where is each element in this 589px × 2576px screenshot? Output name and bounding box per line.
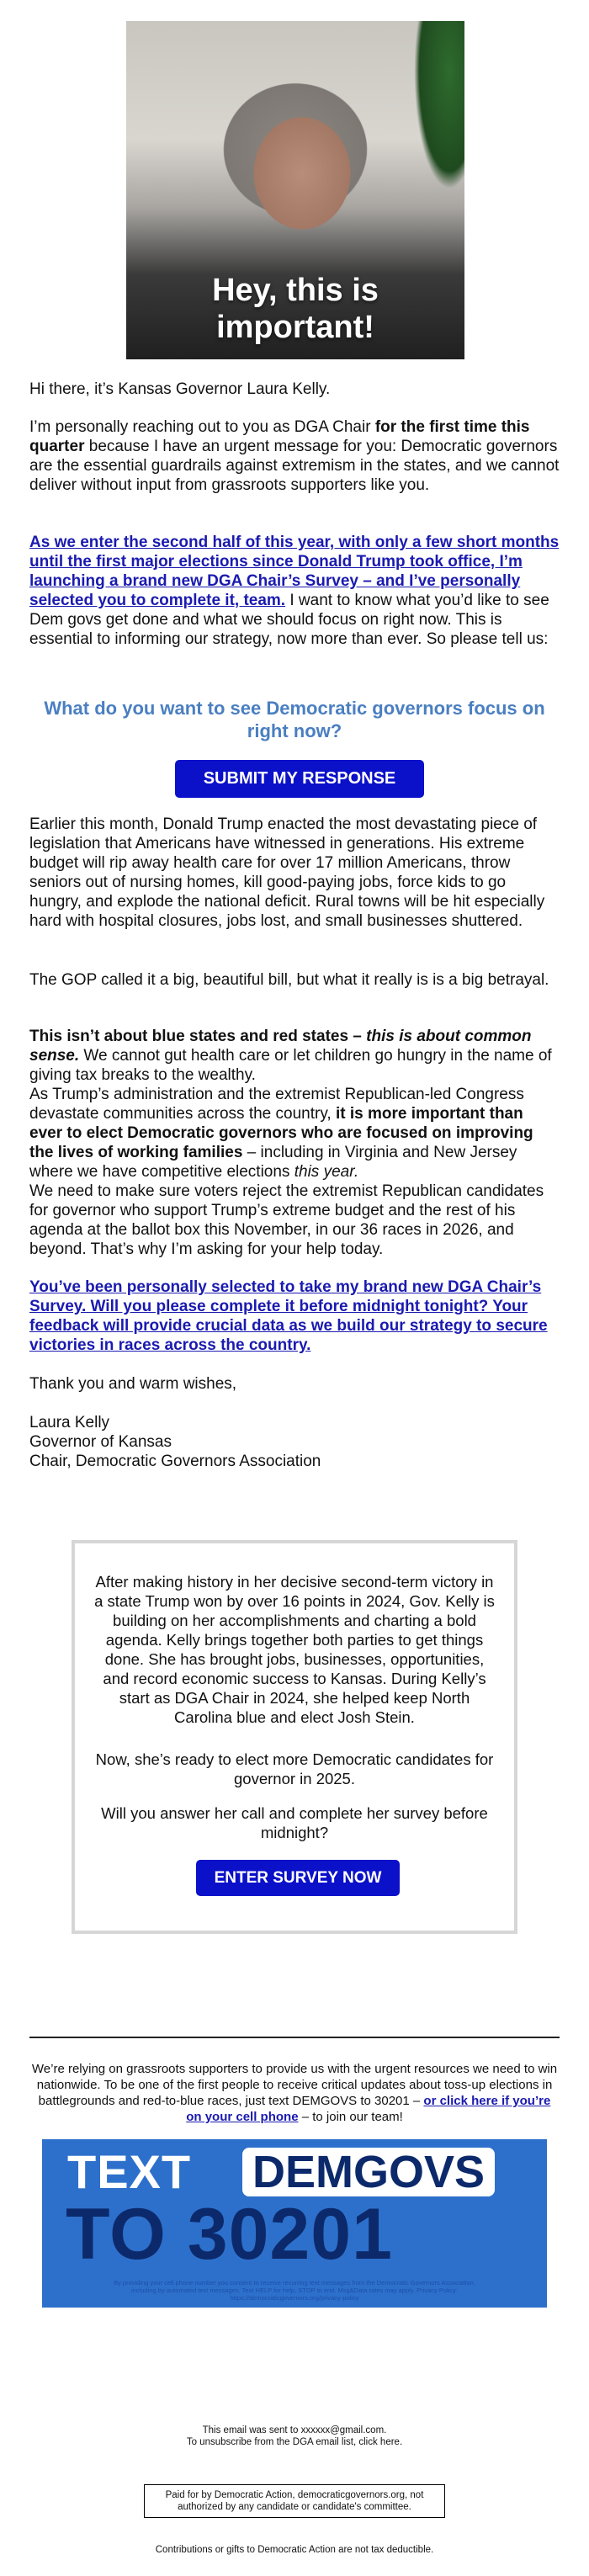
intro-bold: for the first time this quarter [29,418,530,455]
paid-for-text: Paid for by Democratic Action, democraticgovernors.org, not authorized by any candidate or candidate's committee. [165,2490,424,2512]
survey-announcement [29,533,560,649]
sent-to-notice: This email was sent to xxxxxx@gmail.com. [202,2425,387,2435]
submit-response-button[interactable]: SUBMIT MY RESPONSE [175,760,424,798]
signoff: Thank you and warm wishes, [29,1375,237,1393]
hero-caption-line1: Hey, this is [212,273,379,308]
intro-text-a: I’m personally reaching out to you as DGA Chair [29,418,375,436]
banner-text-word: TEXT [67,2145,192,2198]
hero-caption-line2: important! [216,310,374,345]
survey-question: What do you want to see Democratic governors focus on right now? [44,698,545,741]
footer-intro-end: – to join our team! [298,2110,403,2124]
bio-paragraph: After making history in her decisive second-term victory in a state Trump won by over 16 points in 2024, Gov. Kelly is building on her accomplishments and charting a bold agenda. Kelly brings together both parties to get things done. She has brought jobs, businesses, opportunities, and record economic success to Kansas. During Kelly’s start as DGA Chair in 2024, she helped keep North Carolina blue and elect Josh Stein. [94,1573,495,1726]
unsubscribe-link[interactable]: To unsubscribe from the DGA email list, click here. [186,2437,403,2447]
intro-paragraph [29,417,560,495]
betrayal-paragraph: The GOP called it a big, beautiful bill, but what it really is is a big betrayal. [29,971,549,989]
banner-number: TO 30201 [66,2194,393,2275]
footer-divider [29,2037,560,2038]
budget-paragraph: Earlier this month, Donald Trump enacted the most devastating piece of legislation that Americans have witnessed in generations. His extreme budget will rip away health care for over 17 million Americans, throw seniors out of nursing homes, kill good-paying jobs, force kids to go hungry, and explode the national deficit. Rural towns will be hit especially hard with hospital closures, jobs lost, and small businesses shuttered. [29,815,545,930]
elect-italic: this year. [294,1163,359,1181]
elect-text-a: As Trump’s administration and the extremist Republican-led Congress devastate communities across the country, [29,1086,524,1123]
enter-survey-button[interactable]: ENTER SURVEY NOW [196,1860,400,1896]
elect-text-c: – including in Virginia and New Jersey where we have competitive elections [29,1144,517,1181]
common-sense-text: We cannot gut health care or let children go hungry in the name of giving tax breaks to the wealthy. [29,1047,552,1084]
tax-notice: Contributions or gifts to Democratic Action are not tax deductible. [155,2545,434,2555]
banner-fine-print: By providing your cell phone number you consent to receive recurring text messages from the Democratic Governors Association, including by automated text messages. Text HELP for help, STOP to end. Msg&Data rates may apply. Privacy Policy: https://democraticgovernors.org/privacy-policy [114,2279,475,2302]
intro-text-c: because I have an urgent message for you: Democratic governors are the essential guardrails against extremism in the states, and we cannot deliver without input from grassroots supporters like you. [29,438,560,494]
common-sense-paragraph [29,1027,560,1085]
ready-paragraph: Now, she’s ready to elect more Democratic candidates for governor in 2025. [95,1750,494,1787]
signature-title: Governor of Kansas [29,1433,172,1451]
reject-extremists-paragraph: We need to make sure voters reject the extremist Republican candidates for governor who support Trump’s extreme budget and the rest of his agenda at the ballot box this November, in our 36 races in 2026, and beyond. That’s why I’m asking for your help today. [29,1182,544,1258]
footer-intro-text: We’re relying on grassroots supporters to provide us with the urgent resources we need to win nationwide. To be one of the first people to receive critical updates about toss-up elections in battlegrounds and red-to-blue races, just text DEMGOVS to 30201 – [31,2062,558,2108]
bio-box [72,1540,517,1934]
survey-link[interactable]: As we enter the second half of this year, with only a few short months until the first major elections since Donald Trump took office, I’m launching a brand new DGA Chair’s Survey – and I’ve personally selected you to complete it, team. [29,534,560,609]
signature-name: Laura Kelly [29,1414,110,1431]
selected-survey-link[interactable]: You’ve been personally selected to take my brand new DGA Chair’s Survey. Will you please complete it before midnight tonight? Your feedback will provide crucial data as we build our strategy to secure victories in races across the country. [29,1278,548,1354]
selected-survey-paragraph [29,1277,560,1355]
elect-governors-paragraph [29,1085,560,1182]
text-demgovs-banner[interactable] [42,2139,547,2308]
call-paragraph: Will you answer her call and complete her survey before midnight? [101,1804,488,1841]
hero-image[interactable] [126,21,464,359]
plant-decoration [414,21,464,189]
common-sense-bold: This isn’t about blue states and red states – [29,1028,367,1045]
survey-announcement-text: I want to know what you’d like to see Dem govs get done and what we should focus on right now. This is essential to informing our strategy, now more than ever. So please tell us: [29,592,549,648]
common-sense-italic: this is about common sense. [29,1028,532,1065]
banner-code: DEMGOVS [242,2148,495,2196]
footer-intro [29,2061,560,2125]
paid-for-box [144,2484,445,2518]
signature-role: Chair, Democratic Governors Association [29,1453,321,1470]
cell-phone-link[interactable]: or click here if you’re on your cell phone [186,2094,551,2124]
elect-bold: it is more important than ever to elect Democratic governors who are focused on improving the lives of working families [29,1105,533,1161]
greeting: Hi there, it’s Kansas Governor Laura Kelly. [29,380,331,398]
